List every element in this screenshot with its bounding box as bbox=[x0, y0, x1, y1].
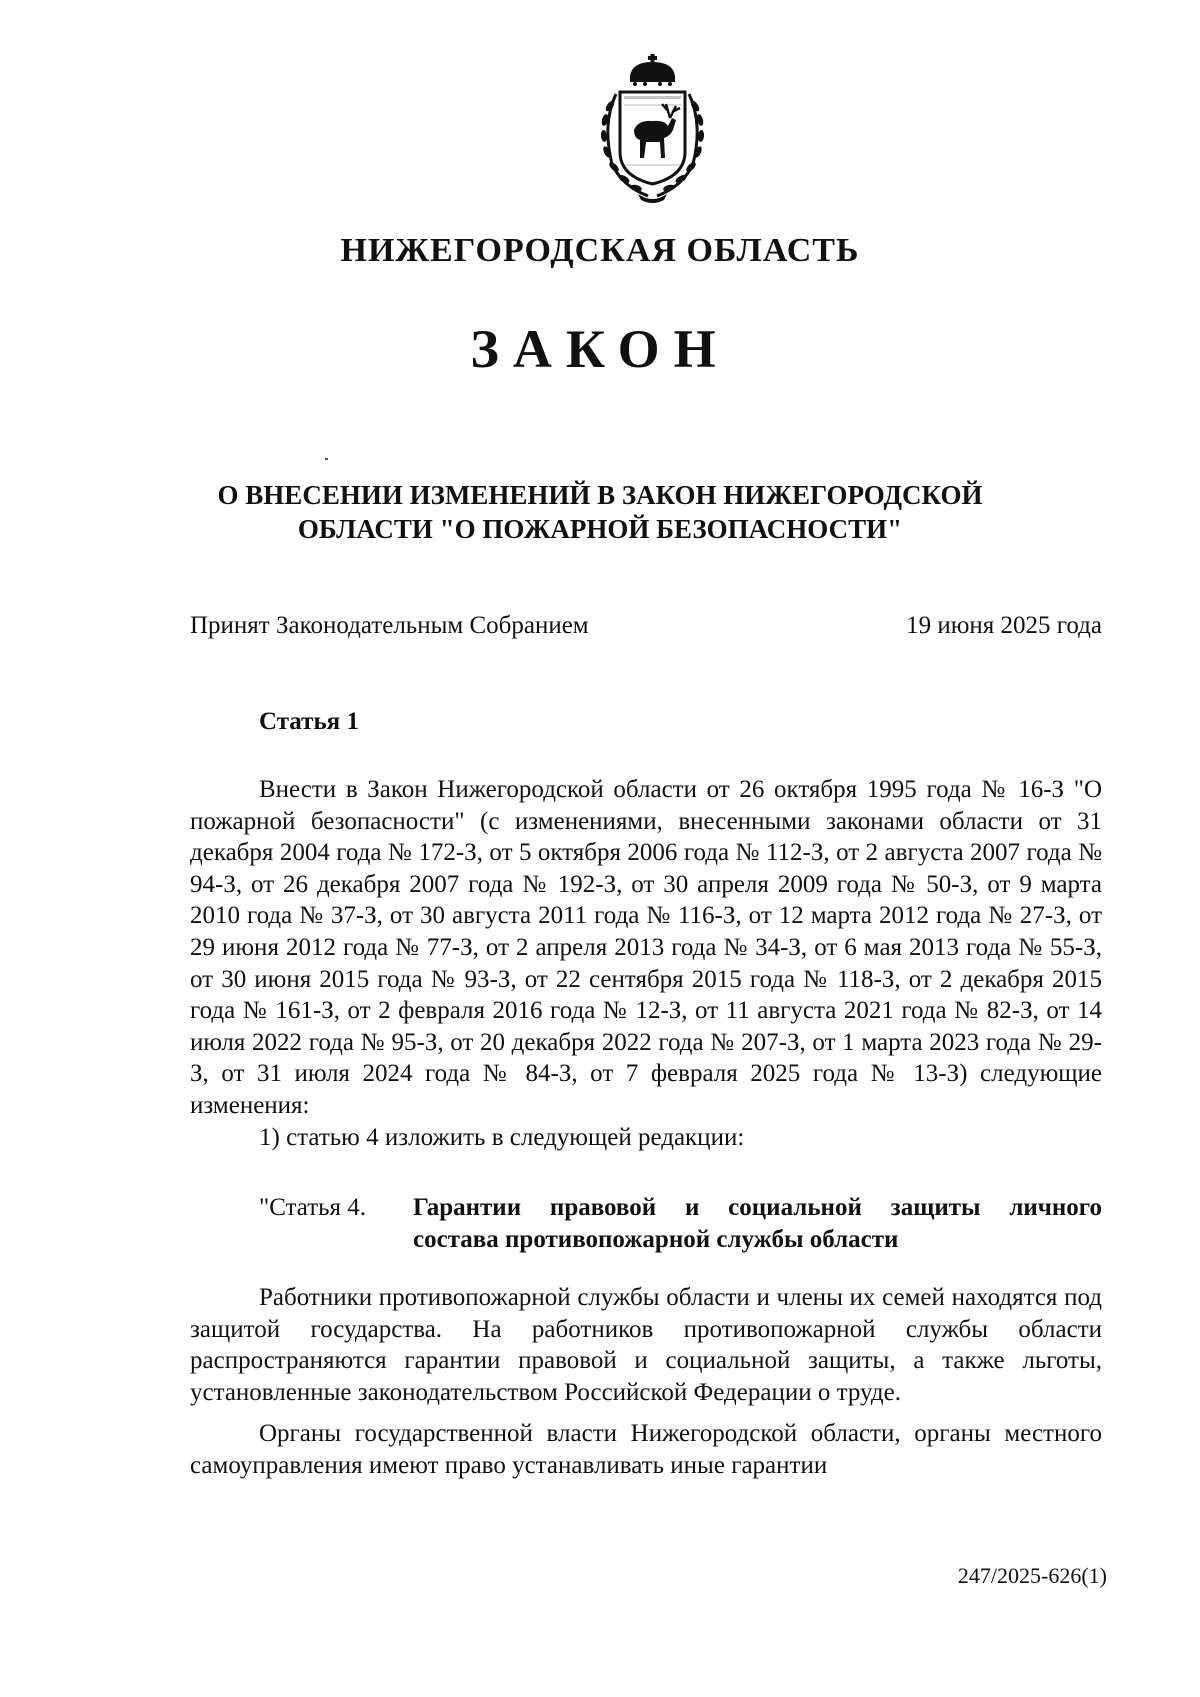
law-title-line-2: ОБЛАСТИ "О ПОЖАРНОЙ БЕЗОПАСНОСТИ" bbox=[297, 514, 903, 544]
region-name: НИЖЕГОРОДСКАЯ ОБЛАСТЬ bbox=[340, 232, 860, 269]
adoption-line bbox=[190, 612, 1102, 640]
document-registration-code: 247/2025-626(1) bbox=[957, 1563, 1107, 1588]
article-4-title bbox=[413, 1192, 1102, 1255]
article-1-intro-paragraph: Внести в Закон Нижегородской области от 26 октября 1995 года № 16-З "О пожарной безопасности" (с изменениями, внесенными законами области от 31 декабря 2004 года № 172-З, от 5 октября 2006 года № 112-З, от 2 августа 2007 года № 94-З, от 26 декабря 2007 года № 192-З, от 30 апреля 2009 года № 50-З, от 9 марта 2010 года № 37-З, от 30 августа 2011 года № 116-З, от 12 марта 2012 года № 27-З, от 29 июня 2012 года № 77-З, от 2 апреля 2013 года № 34-З, от 6 мая 2013 года № 55-З, от 30 июня 2015 года № 93-З, от 22 сентября 2015 года № 118-З, от 2 декабря 2015 года № 161-З, от 2 февраля 2016 года № 12-З, от 11 августа 2021 года № 82-З, от 14 июля 2022 года № 95-З, от 20 декабря 2022 года № 207-З, от 1 марта 2023 года № 29-З, от 31 июля 2024 года № 84-З, от 7 февраля 2025 года № 13-З) следующие изменения: bbox=[190, 776, 1102, 1119]
article-4-label: "Статья 4. bbox=[259, 1194, 367, 1221]
article-4-paragraph-2: Органы государственной власти Нижегородской области, органы местного самоуправления имеют право устанавливать иные гарантии bbox=[190, 1420, 1102, 1479]
document-type: ЗАКОН bbox=[470, 319, 730, 379]
article-4-title-line-2: состава противопожарной службы области bbox=[413, 1225, 899, 1253]
item-1-paragraph: 1) статью 4 изложить в следующей редакции: bbox=[259, 1123, 745, 1151]
scan-speck bbox=[325, 458, 328, 460]
law-title bbox=[0, 478, 1200, 546]
adopted-by: Принят Законодательным Собранием bbox=[190, 612, 589, 639]
article-4-body bbox=[190, 1282, 1102, 1482]
article-1-heading: Статья 1 bbox=[259, 708, 359, 735]
article-4-title-line-1: Гарантии правовой и социальной защиты личного bbox=[413, 1194, 1102, 1221]
article-1-body bbox=[190, 774, 1102, 1153]
adoption-date: 19 июня 2025 года bbox=[906, 612, 1102, 639]
nizhny-novgorod-coat-of-arms-icon bbox=[590, 54, 715, 204]
law-title-line-1: О ВНЕСЕНИИ ИЗМЕНЕНИЙ В ЗАКОН НИЖЕГОРОДСКОЙ bbox=[217, 480, 983, 510]
article-4-paragraph-1: Работники противопожарной службы области и члены их семей находятся под защитой государства. На работников противопожарной службы области распространяются гарантии правовой и социальной защиты, а также льготы, установленные законодательством Российской Федерации о труде. bbox=[190, 1284, 1102, 1406]
